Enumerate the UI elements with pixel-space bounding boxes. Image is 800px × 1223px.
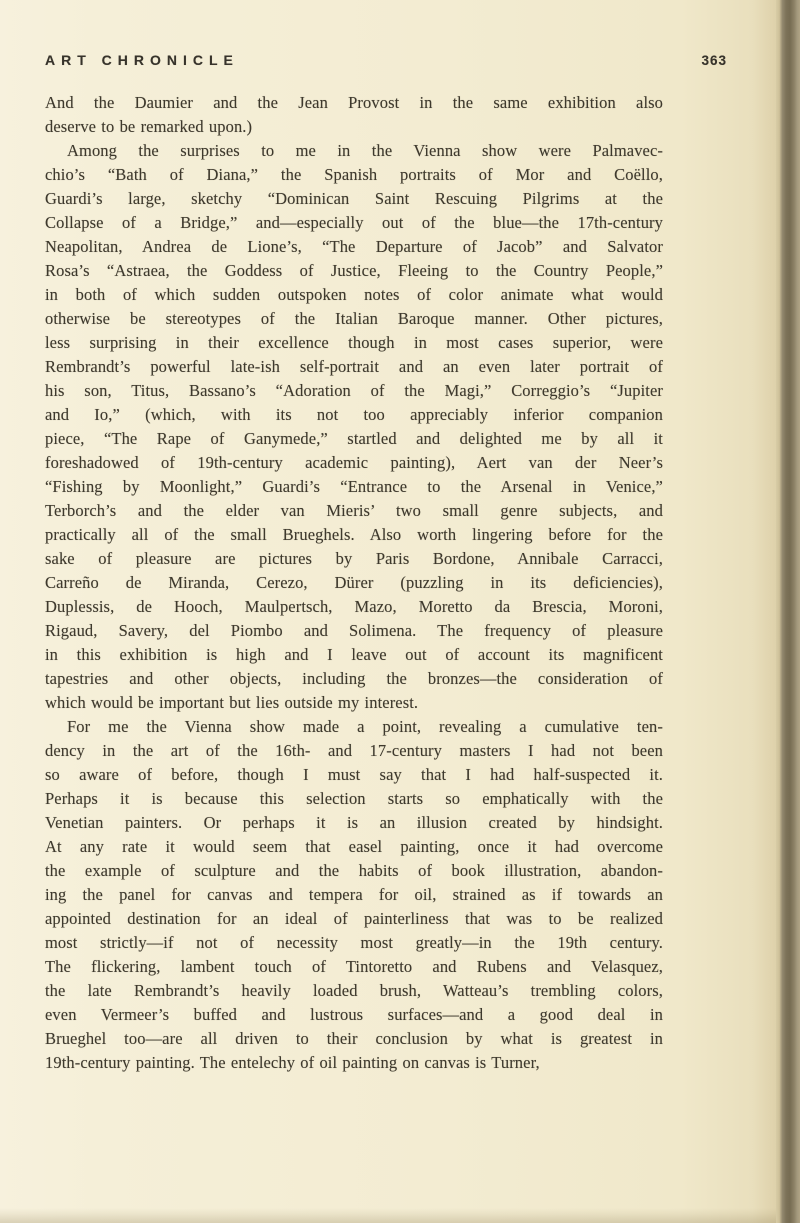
text-line: appointed destination for an ideal of painterliness that was to be realized bbox=[45, 909, 663, 928]
running-title: ART CHRONICLE bbox=[45, 52, 239, 68]
text-line: For me the Vienna show made a point, revealing a cumulative ten- bbox=[67, 717, 663, 736]
page-bottom-edge-shadow bbox=[0, 1208, 776, 1223]
page-number: 363 bbox=[701, 53, 727, 68]
text-line: so aware of before, though I must say that I had half-suspected it. bbox=[45, 765, 663, 784]
text-line: 19th-century painting. The entelechy of oil painting on canvas is Turner, bbox=[45, 1053, 540, 1072]
text-line: Rosa’s “Astraea, the Goddess of Justice, Fleeing to the Country People,” bbox=[45, 261, 663, 280]
text-line: Neapolitan, Andrea de Lione’s, “The Departure of Jacob” and Salvator bbox=[45, 237, 663, 256]
text-line: Venetian painters. Or perhaps it is an illusion created by hindsight. bbox=[45, 813, 663, 832]
text-line: otherwise be stereotypes of the Italian Baroque manner. Other pictures, bbox=[45, 309, 663, 328]
text-line: in this exhibition is high and I leave out of account its magnificent bbox=[45, 645, 663, 664]
text-line: sake of pleasure are pictures by Paris Bordone, Annibale Carracci, bbox=[45, 549, 663, 568]
text-line: deserve to be remarked upon.) bbox=[45, 117, 253, 136]
text-line: Carreño de Miranda, Cerezo, Dürer (puzzling in its deficiencies), bbox=[45, 573, 663, 592]
text-line: Brueghel too—are all driven to their conclusion by what is greatest in bbox=[45, 1029, 663, 1048]
text-line: foreshadowed of 19th-century academic painting), Aert van der Neer’s bbox=[45, 453, 663, 472]
text-line: dency in the art of the 16th- and 17-century masters I had not been bbox=[45, 741, 663, 760]
text-line: Among the surprises to me in the Vienna show were Palmavec- bbox=[67, 141, 663, 160]
text-line: Collapse of a Bridge,” and—especially out of the blue—the 17th-century bbox=[45, 213, 663, 232]
text-line: ing the panel for canvas and tempera for oil, strained as if towards an bbox=[45, 885, 663, 904]
text-line: Guardi’s large, sketchy “Dominican Saint Rescuing Pilgrims at the bbox=[45, 189, 663, 208]
text-line: his son, Titus, Bassano’s “Adoration of the Magi,” Correggio’s “Jupiter bbox=[45, 381, 663, 400]
text-line: practically all of the small Brueghels. Also worth lingering before for the bbox=[45, 525, 663, 544]
text-line: “Fishing by Moonlight,” Guardi’s “Entrance to the Arsenal in Venice,” bbox=[45, 477, 663, 496]
text-line: The flickering, lambent touch of Tintoretto and Rubens and Velasquez, bbox=[45, 957, 663, 976]
text-line: piece, “The Rape of Ganymede,” startled and delighted me by all it bbox=[45, 429, 663, 448]
text-line: in both of which sudden outspoken notes of color animate what would bbox=[45, 285, 663, 304]
text-line: Rembrandt’s powerful late-ish self-portrait and an even later portrait of bbox=[45, 357, 663, 376]
text-line: Terborch’s and the elder van Mieris’ two small genre subjects, and bbox=[45, 501, 663, 520]
text-line: chio’s “Bath of Diana,” the Spanish portraits of Mor and Coëllo, bbox=[45, 165, 663, 184]
text-line: even Vermeer’s buffed and lustrous surfaces—and a good deal in bbox=[45, 1005, 663, 1024]
text-line: And the Daumier and the Jean Provost in the same exhibition also bbox=[45, 93, 663, 112]
body-text bbox=[45, 91, 663, 1075]
text-line: less surprising in their excellence though in most cases superior, were bbox=[45, 333, 663, 352]
text-line: the example of sculpture and the habits of book illustration, abandon- bbox=[45, 861, 663, 880]
text-line: which would be important but lies outside my interest. bbox=[45, 693, 419, 712]
text-line: and Io,” (which, with its not too appreciably inferior companion bbox=[45, 405, 663, 424]
text-line: the late Rembrandt’s heavily loaded brush, Watteau’s trembling colors, bbox=[45, 981, 663, 1000]
paragraph bbox=[45, 91, 663, 139]
paragraph bbox=[45, 715, 663, 1075]
text-line: tapestries and other objects, including the bronzes—the consideration of bbox=[45, 669, 663, 688]
text-line: At any rate it would seem that easel painting, once it had overcome bbox=[45, 837, 663, 856]
paragraph bbox=[45, 139, 663, 715]
text-line: Perhaps it is because this selection starts so emphatically with the bbox=[45, 789, 663, 808]
text-line: Rigaud, Savery, del Piombo and Solimena. The frequency of pleasure bbox=[45, 621, 663, 640]
book-binding-edge bbox=[776, 0, 800, 1223]
text-line: most strictly—if not of necessity most greatly—in the 19th century. bbox=[45, 933, 663, 952]
page-header bbox=[45, 52, 727, 68]
text-line: Duplessis, de Hooch, Maulpertsch, Mazo, Moretto da Brescia, Moroni, bbox=[45, 597, 663, 616]
